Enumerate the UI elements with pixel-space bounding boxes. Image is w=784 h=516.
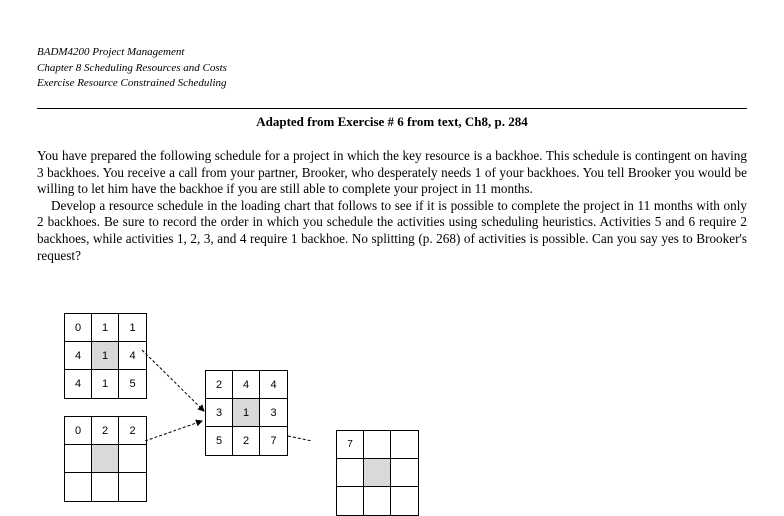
node-c-es: 0 [65,417,92,445]
node-b-ef: 4 [260,371,287,399]
node-d-bottom-mid [364,487,391,515]
node-a-slack: 1 [92,342,119,370]
node-a-id: 1 [92,314,119,342]
node-c-slack [92,445,119,473]
node-c-id: 2 [92,417,119,445]
node-b-bottom-mid: 2 [233,427,260,455]
node-b-bottom-left: 5 [206,427,233,455]
node-c-bottom-left [65,473,92,501]
header-exercise: Exercise Resource Constrained Scheduling [37,77,227,89]
node-c-ef: 2 [119,417,146,445]
node-b-bottom-right: 7 [270,435,277,447]
node-a-es: 0 [65,314,92,342]
node-a-bottom-right: 5 [129,378,136,390]
node-c-bottom-right [119,473,146,501]
node-d-ls [337,459,364,487]
node-b-id: 4 [233,371,260,399]
node-a-lf: 4 [119,342,146,370]
arrow-b-to-d [288,436,312,441]
node-a-bottom-mid: 1 [92,370,119,398]
node-a-ef: 1 [119,314,146,342]
node-b-lf: 3 [260,399,287,427]
network-node-a [64,313,147,399]
node-d-lf [391,459,418,487]
node-a-bottom-left: 4 [65,370,92,398]
network-node-b [205,370,288,456]
node-b-ls: 3 [206,399,233,427]
node-b-slack: 1 [233,399,260,427]
paragraph-2: Develop a resource schedule in the loading chart that follows to see if it is possible to complete the project in 11 months with only 2 backhoes. Be sure to record the order in which you schedule the activities using scheduling heuristics. Activities 5 and 6 require 2 backhoes, while activities 1, 2, 3, and 4 require 1 backhoe. No splitting (p. 268) of activities is possible. Can you say yes to Brooker's request? [37,197,747,263]
node-b-es: 2 [206,371,233,399]
node-d-id [364,431,391,459]
network-node-d [336,430,419,516]
node-c-lf [119,445,146,473]
network-node-c [64,416,147,502]
node-d-slack [364,459,391,487]
arrow-a-to-b [142,350,204,411]
node-c-bottom-mid [92,473,119,501]
header-course: BADM4200 Project Management [37,46,185,58]
node-d-bottom-right [391,487,418,515]
node-d-ef [391,431,418,459]
paragraph-1: You have prepared the following schedule for a project in which the key resource is a backhoe. This schedule is contingent on having 3 backhoes. You receive a call from your partner, Brooker, who desperately needs 1 of your backhoes. You tell Brooker you would be willing to let him have the backhoe if you are still able to complete your project in 11 months. [37,148,747,197]
node-a-ls: 4 [65,342,92,370]
node-d-bottom-left [337,487,364,515]
node-c-ls [65,445,92,473]
header-chapter: Chapter 8 Scheduling Resources and Costs [37,62,227,74]
arrow-c-to-b [145,421,202,441]
node-d-es: 7 [337,431,364,459]
page-title: Adapted from Exercise # 6 from text, Ch8, p. 284 [256,114,528,129]
